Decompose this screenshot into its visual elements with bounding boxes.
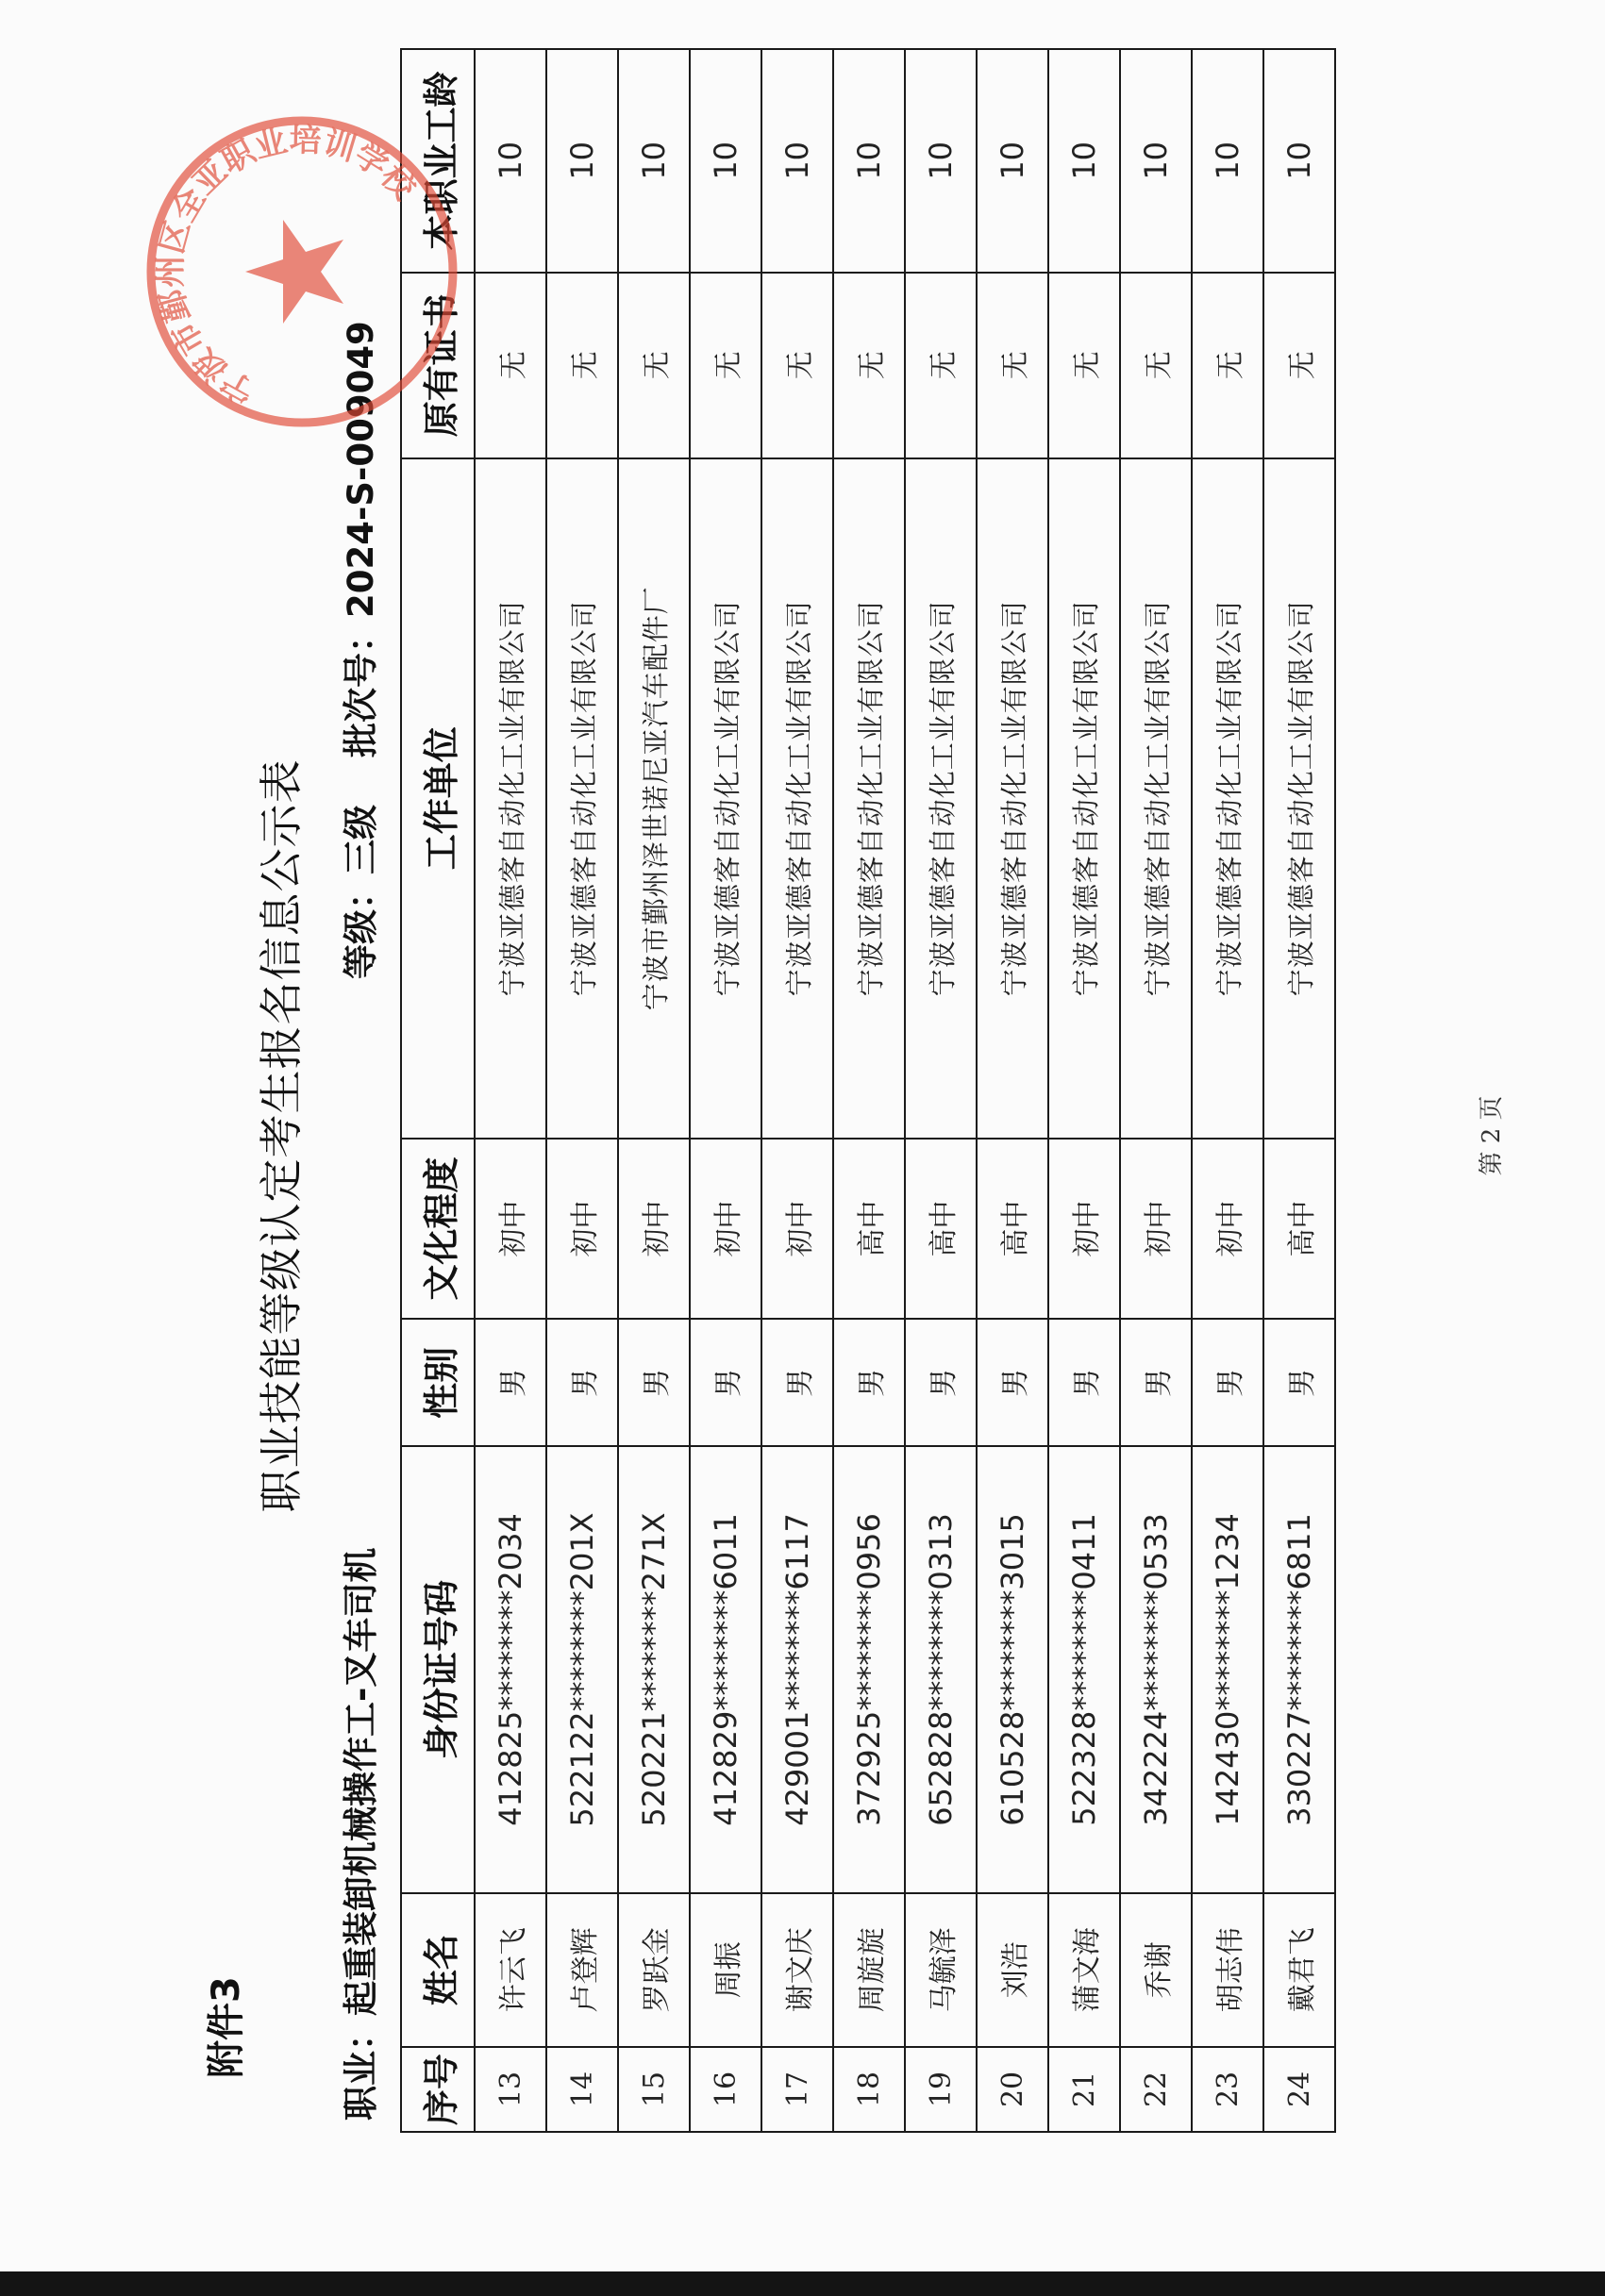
education-cell: 高中 bbox=[833, 1139, 905, 1320]
employer-cell: 宁波市鄞州泽世诺尼亚汽车配件厂 bbox=[618, 458, 690, 1139]
name-cell: 戴君飞 bbox=[1263, 1893, 1335, 2047]
education-cell: 高中 bbox=[977, 1139, 1048, 1320]
seq-cell: 17 bbox=[761, 2047, 833, 2132]
candidate-table-wrapper bbox=[400, 48, 1336, 2133]
seq-cell: 19 bbox=[905, 2047, 977, 2132]
table-row bbox=[905, 49, 977, 2132]
existing-cert-cell: 无 bbox=[1048, 273, 1120, 458]
header-name: 姓名 bbox=[401, 1893, 475, 2047]
table-row bbox=[977, 49, 1048, 2132]
employer-cell: 宁波亚德客自动化工业有限公司 bbox=[1192, 458, 1263, 1139]
header-work-years: 本职业工龄 bbox=[401, 49, 475, 273]
table-row bbox=[1192, 49, 1263, 2132]
existing-cert-cell: 无 bbox=[618, 273, 690, 458]
header-employer: 工作单位 bbox=[401, 458, 475, 1139]
id-number-cell: 429001********6117 bbox=[761, 1446, 833, 1892]
header-id-number: 身份证号码 bbox=[401, 1446, 475, 1892]
employer-cell: 宁波亚德客自动化工业有限公司 bbox=[690, 458, 761, 1139]
official-seal-stamp bbox=[142, 111, 462, 432]
table-row bbox=[833, 49, 905, 2132]
seq-cell: 24 bbox=[1263, 2047, 1335, 2132]
id-number-cell: 522122********201X bbox=[546, 1446, 618, 1892]
seq-cell: 22 bbox=[1120, 2047, 1192, 2132]
header-education: 文化程度 bbox=[401, 1139, 475, 1320]
employer-cell: 宁波亚德客自动化工业有限公司 bbox=[1263, 458, 1335, 1139]
work-years-cell: 10 bbox=[690, 49, 761, 273]
candidate-table bbox=[400, 48, 1336, 2133]
id-number-cell: 342224********0533 bbox=[1120, 1446, 1192, 1892]
id-number-cell: 520221********271X bbox=[618, 1446, 690, 1892]
work-years-cell: 10 bbox=[618, 49, 690, 273]
existing-cert-cell: 无 bbox=[1120, 273, 1192, 458]
table-row bbox=[618, 49, 690, 2132]
seq-cell: 15 bbox=[618, 2047, 690, 2132]
education-cell: 初中 bbox=[690, 1139, 761, 1320]
work-years-cell: 10 bbox=[1192, 49, 1263, 273]
gender-cell: 男 bbox=[1192, 1319, 1263, 1446]
id-number-cell: 610528********3015 bbox=[977, 1446, 1048, 1892]
existing-cert-cell: 无 bbox=[905, 273, 977, 458]
id-number-cell: 412829********6011 bbox=[690, 1446, 761, 1892]
seq-cell: 16 bbox=[690, 2047, 761, 2132]
table-row bbox=[1263, 49, 1335, 2132]
name-cell: 罗跃金 bbox=[618, 1893, 690, 2047]
seal-text: 宁波市鄞州区全亚职业培训学校 bbox=[151, 121, 424, 411]
id-number-cell: 142430********1234 bbox=[1192, 1446, 1263, 1892]
work-years-cell: 10 bbox=[1120, 49, 1192, 273]
work-years-cell: 10 bbox=[1048, 49, 1120, 273]
seq-cell: 18 bbox=[833, 2047, 905, 2132]
existing-cert-cell: 无 bbox=[546, 273, 618, 458]
existing-cert-cell: 无 bbox=[1263, 273, 1335, 458]
gender-cell: 男 bbox=[618, 1319, 690, 1446]
work-years-cell: 10 bbox=[475, 49, 546, 273]
gender-cell: 男 bbox=[833, 1319, 905, 1446]
batch-number-label: 批次号：2024-S-009049 bbox=[341, 321, 381, 757]
name-cell: 谢文庆 bbox=[761, 1893, 833, 2047]
gender-cell: 男 bbox=[1263, 1319, 1335, 1446]
seq-cell: 21 bbox=[1048, 2047, 1120, 2132]
work-years-cell: 10 bbox=[546, 49, 618, 273]
existing-cert-cell: 无 bbox=[833, 273, 905, 458]
header-gender: 性别 bbox=[401, 1319, 475, 1446]
gender-cell: 男 bbox=[761, 1319, 833, 1446]
education-cell: 初中 bbox=[546, 1139, 618, 1320]
name-cell: 周振 bbox=[690, 1893, 761, 2047]
table-row bbox=[475, 49, 546, 2132]
gender-cell: 男 bbox=[475, 1319, 546, 1446]
table-row bbox=[546, 49, 618, 2132]
gender-cell: 男 bbox=[977, 1319, 1048, 1446]
employer-cell: 宁波亚德客自动化工业有限公司 bbox=[905, 458, 977, 1139]
work-years-cell: 10 bbox=[833, 49, 905, 273]
employer-cell: 宁波亚德客自动化工业有限公司 bbox=[977, 458, 1048, 1139]
education-cell: 初中 bbox=[761, 1139, 833, 1320]
employer-cell: 宁波亚德客自动化工业有限公司 bbox=[833, 458, 905, 1139]
occupation-label: 职业：起重装卸机械操作工-叉车司机 bbox=[341, 1547, 381, 2121]
header-existing-cert: 原有证书 bbox=[401, 273, 475, 458]
bottom-border-bar bbox=[0, 2271, 1605, 2296]
table-row bbox=[1048, 49, 1120, 2132]
table-row bbox=[1120, 49, 1192, 2132]
name-cell: 马毓泽 bbox=[905, 1893, 977, 2047]
education-cell: 初中 bbox=[618, 1139, 690, 1320]
id-number-cell: 652828********0313 bbox=[905, 1446, 977, 1892]
gender-cell: 男 bbox=[1048, 1319, 1120, 1446]
gender-cell: 男 bbox=[546, 1319, 618, 1446]
gender-cell: 男 bbox=[905, 1319, 977, 1446]
table-body bbox=[475, 49, 1335, 2132]
gender-cell: 男 bbox=[1120, 1319, 1192, 1446]
employer-cell: 宁波亚德客自动化工业有限公司 bbox=[1048, 458, 1120, 1139]
name-cell: 卢登辉 bbox=[546, 1893, 618, 2047]
id-number-cell: 412825********2034 bbox=[475, 1446, 546, 1892]
education-cell: 高中 bbox=[1263, 1139, 1335, 1320]
seq-cell: 14 bbox=[546, 2047, 618, 2132]
seq-cell: 20 bbox=[977, 2047, 1048, 2132]
header-seq: 序号 bbox=[401, 2047, 475, 2132]
name-cell: 周旋旋 bbox=[833, 1893, 905, 2047]
education-cell: 初中 bbox=[1048, 1139, 1120, 1320]
table-row bbox=[761, 49, 833, 2132]
education-cell: 高中 bbox=[905, 1139, 977, 1320]
page-number: 第 2 页 bbox=[1478, 1095, 1506, 1176]
page-title: 职业技能等级认定考生报名信息公示表 bbox=[256, 758, 307, 1513]
table-row bbox=[690, 49, 761, 2132]
name-cell: 胡志伟 bbox=[1192, 1893, 1263, 2047]
seq-cell: 13 bbox=[475, 2047, 546, 2132]
name-cell: 蒲文海 bbox=[1048, 1893, 1120, 2047]
employer-cell: 宁波亚德客自动化工业有限公司 bbox=[546, 458, 618, 1139]
employer-cell: 宁波亚德客自动化工业有限公司 bbox=[761, 458, 833, 1139]
education-cell: 初中 bbox=[1120, 1139, 1192, 1320]
id-number-cell: 330227********6811 bbox=[1263, 1446, 1335, 1892]
employer-cell: 宁波亚德客自动化工业有限公司 bbox=[475, 458, 546, 1139]
gender-cell: 男 bbox=[690, 1319, 761, 1446]
existing-cert-cell: 无 bbox=[1192, 273, 1263, 458]
existing-cert-cell: 无 bbox=[690, 273, 761, 458]
work-years-cell: 10 bbox=[977, 49, 1048, 273]
name-cell: 许云飞 bbox=[475, 1893, 546, 2047]
work-years-cell: 10 bbox=[905, 49, 977, 273]
education-cell: 初中 bbox=[1192, 1139, 1263, 1320]
employer-cell: 宁波亚德客自动化工业有限公司 bbox=[1120, 458, 1192, 1139]
seq-cell: 23 bbox=[1192, 2047, 1263, 2132]
attachment-label: 附件3 bbox=[205, 1976, 248, 2078]
seal-star-icon bbox=[245, 220, 343, 324]
id-number-cell: 522328********0411 bbox=[1048, 1446, 1120, 1892]
existing-cert-cell: 无 bbox=[977, 273, 1048, 458]
education-cell: 初中 bbox=[475, 1139, 546, 1320]
name-cell: 刘浩 bbox=[977, 1893, 1048, 2047]
existing-cert-cell: 无 bbox=[761, 273, 833, 458]
existing-cert-cell: 无 bbox=[475, 273, 546, 458]
work-years-cell: 10 bbox=[1263, 49, 1335, 273]
id-number-cell: 372925********0956 bbox=[833, 1446, 905, 1892]
level-label: 等级：三级 bbox=[341, 805, 381, 979]
work-years-cell: 10 bbox=[761, 49, 833, 273]
name-cell: 乔谢 bbox=[1120, 1893, 1192, 2047]
